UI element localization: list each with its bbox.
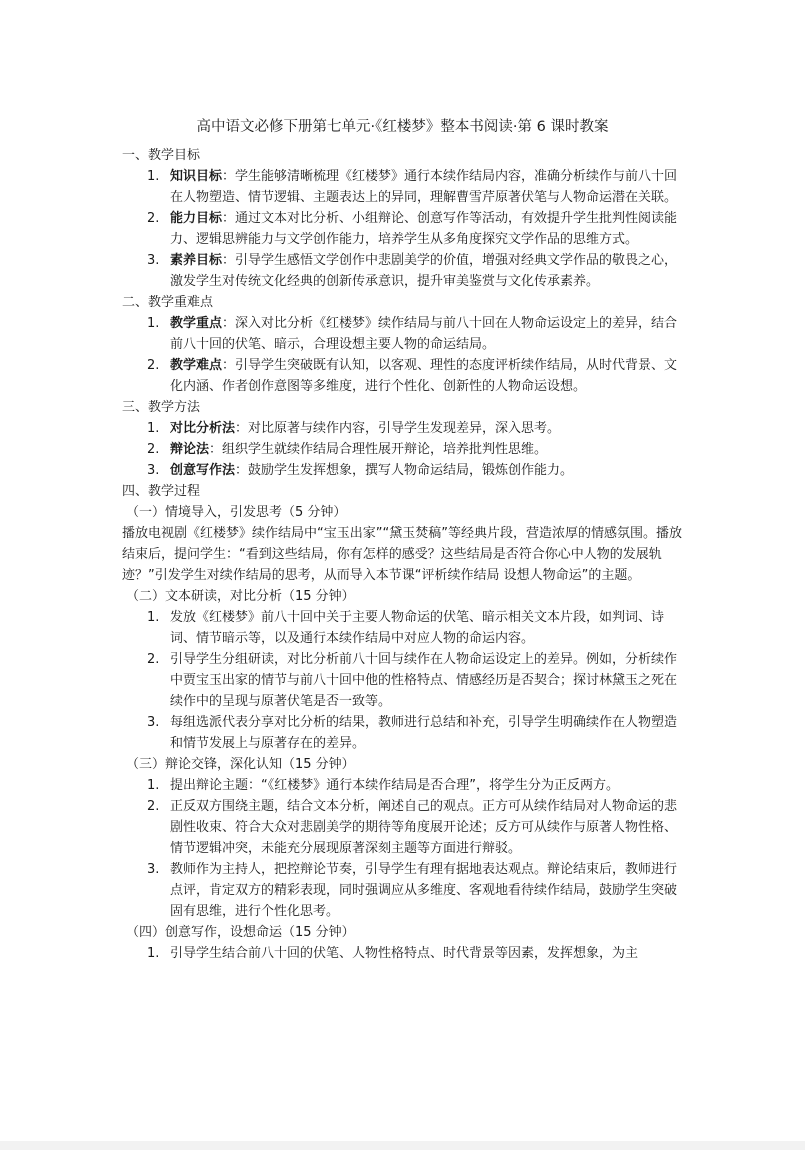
list-item: 1. 提出辩论主题：“《红楼梦》通行本续作结局是否合理”，将学生分为正反两方。 [147,778,619,793]
section-heading-objectives: 一、教学目标 [122,148,201,163]
list-item: 3. 创意写作法：鼓励学生发挥想象，撰写人物命运结局，锻炼创作能力。 [147,463,574,478]
item-label: 知识目标 [170,169,223,184]
objectives-list [122,166,688,292]
document-title: 高中语文必修下册第七单元·《红楼梦》整本书阅读·第 6 课时教案 [196,119,609,135]
subsection-heading-reading: （二）文本研读，对比分析（15 分钟） [126,589,355,604]
section-heading-key-points: 二、教学重难点 [122,295,214,310]
writing-steps-list [122,943,688,964]
list-item: 1. 发放《红楼梦》前八十回中关于主要人物命运的伏笔、暗示相关文本片段，如判词、诗词、情节暗示等，以及通行本续作结局中对应人物的命运内容。 [147,610,665,646]
list-item: 3. 素养目标：引导学生感悟文学创作中悲剧美学的价值，增强对经典文学作品的敬畏之心，激发学生对传统文化经典的创新传承意识，提升审美鉴赏与文化传承素养。 [147,253,678,289]
subsection-heading-intro: （一）情境导入，引发思考（5 分钟） [126,505,347,520]
methods-list [122,418,688,481]
list-item: 2. 教学难点：引导学生突破既有认知，以客观、理性的态度评析续作结局，从时代背景、文化内涵、作者创作意图等多维度，进行个性化、创新性的人物命运设想。 [147,358,678,394]
item-label: 对比分析法 [170,421,236,436]
item-label: 教学难点 [170,358,223,373]
section-heading-process: 四、教学过程 [122,484,201,499]
debate-steps-list [122,775,688,922]
subsection-heading-debate: （三）辩论交锋，深化认知（15 分钟） [126,757,355,772]
list-item: 1. 对比分析法：对比原著与续作内容，引导学生发现差异，深入思考。 [147,421,561,436]
key-points-list [122,313,688,397]
list-item: 2. 能力目标：通过文本对比分析、小组辩论、创意写作等活动，有效提升学生批判性阅读能力、逻辑思辨能力与文学创作能力，培养学生从多角度探究文学作品的思维方式。 [147,211,678,247]
intro-paragraph: 播放电视剧《红楼梦》续作结局中“宝玉出家”“黛玉焚稿”等经典片段，营造浓厚的情感氛围。播放结束后，提问学生：“看到这些结局，你有怎样的感受？这些结局是否符合你心中人物的发展轨迹？”引发学生对续作结局的思考，从而导入本节课“评析续作结局 设想人物命运”的主题。 [122,526,682,583]
item-label: 教学重点 [170,316,223,331]
item-label: 素养目标 [170,253,223,268]
list-item: 1. 知识目标：学生能够清晰梳理《红楼梦》通行本续作结局内容，准确分析续作与前八十回在人物塑造、情节逻辑、主题表达上的异同，理解曹雪芹原著伏笔与人物命运潜在关联。 [147,169,678,205]
section-heading-methods: 三、教学方法 [122,400,201,415]
document-body [122,145,688,964]
list-item: 3. 教师作为主持人，把控辩论节奏，引导学生有理有据地表达观点。辩论结束后，教师进行点评，肯定双方的精彩表现，同时强调应从多维度、客观地看待续作结局，鼓励学生突破固有思维，进行个性化思考。 [147,862,678,919]
item-label: 能力目标 [170,211,223,226]
list-item: 2. 引导学生分组研读，对比分析前八十回与续作在人物命运设定上的差异。例如，分析续作中贾宝玉出家的情节与前八十回中他的性格特点、情感经历是否契合；探讨林黛玉之死在续作中的呈现与原著伏笔是否一致等。 [147,652,678,709]
list-item: 1. 教学重点：深入对比分析《红楼梦》续作结局与前八十回在人物命运设定上的差异，结合前八十回的伏笔、暗示，合理设想主要人物的命运结局。 [147,316,678,352]
list-item: 1. 引导学生结合前八十回的伏笔、人物性格特点、时代背景等因素，发挥想象，为主 [147,946,639,961]
list-item: 3. 每组选派代表分享对比分析的结果，教师进行总结和补充，引导学生明确续作在人物塑造和情节发展上与原著存在的差异。 [147,715,678,751]
list-item: 2. 正反双方围绕主题，结合文本分析，阐述自己的观点。正方可从续作结局对人物命运的悲剧性收束、符合大众对悲剧美学的期待等角度展开论述；反方可从续作与原著人物性格、情节逻辑冲突，未能充分展现原著深刻主题等方面进行辩驳。 [147,799,678,856]
list-item: 2. 辩论法：组织学生就续作结局合理性展开辩论，培养批判性思维。 [147,442,548,457]
item-label: 辩论法 [170,442,210,457]
reading-steps-list [122,607,688,754]
item-label: 创意写作法 [170,463,236,478]
subsection-heading-writing: （四）创意写作，设想命运（15 分钟） [126,925,355,940]
